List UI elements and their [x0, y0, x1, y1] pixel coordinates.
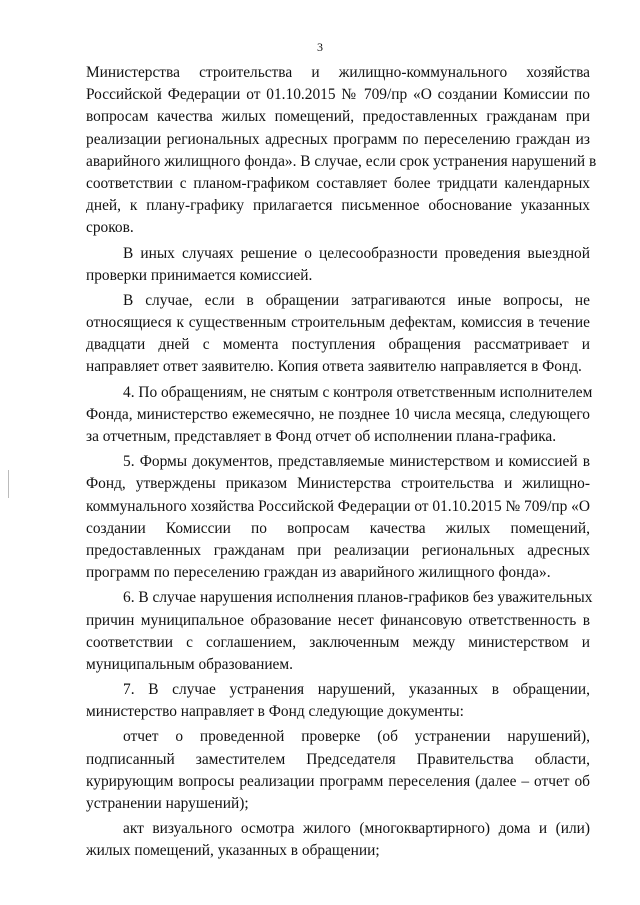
text-line: 6. В случае нарушения исполнения планов-графиков без уважительных	[123, 589, 593, 607]
text-line: направляет ответ заявителю. Копия ответа заявителю направляется в Фонд.	[86, 358, 582, 376]
text-line: В случае, если в обращении затрагиваются иные вопросы, не	[123, 291, 590, 309]
text-line: курирующим вопросы реализации программ переселения (далее – отчет об	[86, 772, 590, 790]
paragraph-item-4	[86, 382, 593, 449]
paragraph-other-questions	[86, 290, 590, 379]
text-line: реализации региональных адресных программ по переселению граждан из	[86, 130, 590, 148]
text-line: муниципальным образованием.	[86, 655, 293, 673]
text-line: аварийного жилищного фонда». В случае, если срок устранения нарушений в	[86, 152, 597, 170]
text-line: за отчетным, представляет в Фонд отчет об исполнении плана-графика.	[86, 428, 557, 445]
text-line: сроков.	[86, 219, 134, 237]
text-line: Фонд, утверждены приказом Министерства строительства и жилищно-	[86, 475, 590, 493]
text-line: Российской Федерации от 01.10.2015 № 709/пр «О создании Комиссии по	[86, 86, 590, 104]
text-line: министерство направляет в Фонд следующие документы:	[86, 703, 464, 721]
text-line: коммунального хозяйства Российской Федерации от 01.10.2015 № 709/пр «О	[86, 497, 590, 515]
text-line: Фонда, министерство ежемесячно, не позднее 10 числа месяца, следующего	[86, 405, 590, 423]
text-line: Министерства строительства и жилищно-коммунального хозяйства	[86, 64, 590, 81]
text-line: двадцати дней с момента поступления обращения рассматривает и	[86, 336, 590, 354]
paragraph-field-inspection	[86, 243, 590, 287]
text-line: предоставленных гражданам при реализации региональных адресных	[86, 541, 590, 559]
paragraph-continuation	[86, 62, 597, 240]
text-line: В иных случаях решение о целесообразности проведения выездной	[123, 244, 590, 262]
text-line: проверки принимается комиссией.	[86, 266, 313, 284]
text-line: соответствии с соглашением, заключенным между министерством и	[86, 633, 590, 651]
paragraph-item-7	[86, 679, 590, 723]
text-line: акт визуального осмотра жилого (многоквартирного) дома и (или)	[123, 820, 590, 838]
paragraph-inspection-act-item	[86, 818, 590, 862]
text-line: 7. В случае устранения нарушений, указанных в обращении,	[123, 681, 590, 699]
text-line: соответствии с планом-графиком составляет более тридцати календарных	[86, 174, 590, 192]
paragraph-report-item	[86, 726, 590, 815]
margin-scan-mark	[8, 470, 9, 498]
text-line: дней, к плану-графику прилагается письменное обоснование указанных	[86, 197, 590, 215]
paragraph-item-5	[86, 451, 590, 584]
text-line: жилых помещений, указанных в обращении;	[86, 842, 380, 860]
text-line: программ по переселению граждан из аварийного жилищного фонда».	[86, 564, 551, 582]
text-line: относящиеся к существенным строительным дефектам, комиссия в течение	[86, 314, 590, 332]
page-number: 3	[317, 40, 323, 54]
paragraph-item-6	[86, 587, 593, 676]
document-body	[86, 62, 597, 863]
text-line: причин муниципальное образование несет финансовую ответственность в	[86, 611, 590, 629]
text-line: создании Комиссии по вопросам качества жилых помещений,	[86, 519, 590, 537]
text-line: 4. По обращениям, не снятым с контроля ответственным исполнителем	[123, 383, 593, 401]
text-line: устранении нарушений);	[86, 795, 249, 812]
text-line: вопросам качества жилых помещений, предоставленных гражданам при	[86, 108, 590, 126]
text-line: 5. Формы документов, представляемые министерством и комиссией в	[123, 453, 590, 471]
text-line: подписанный заместителем Председателя Правительства области,	[86, 750, 590, 768]
text-line: отчет о проведенной проверке (об устранении нарушений),	[123, 728, 590, 746]
